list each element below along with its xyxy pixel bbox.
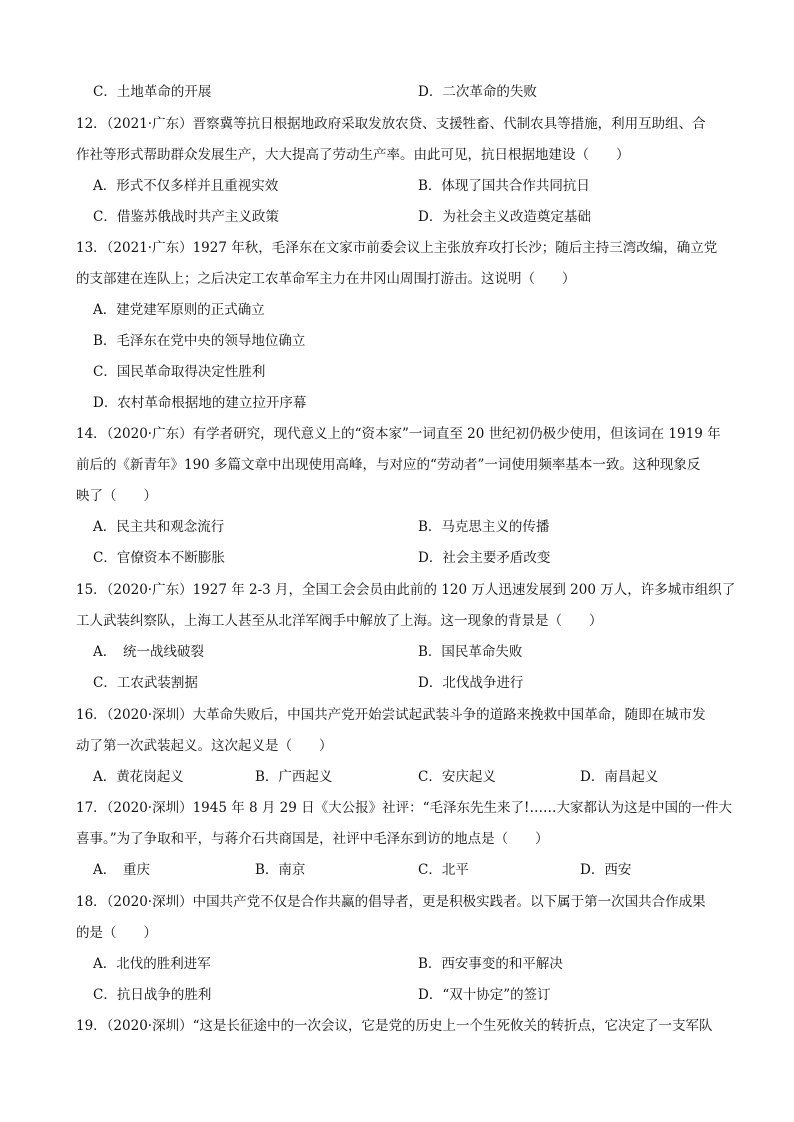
q18-option-b: B．西安事变的和平解决 xyxy=(418,956,563,972)
q12-option-b: B．体现了国共合作共同抗日 xyxy=(418,178,590,194)
q14-stem-line-2: 前后的《新青年》190 多篇文章中出现使用高峰，与对应的“劳动者”一词使用频率基本一致。这种现象反 xyxy=(76,457,701,473)
q17-option-c: C．北平 xyxy=(418,862,469,878)
q18-stem-line-1: 18．（2020·深圳）中国共产党不仅是合作共赢的倡导者，更是积极实践者。以下属于第一次国共合作成果 xyxy=(76,894,706,910)
q15-stem-line-2: 工人武装纠察队，上海工人甚至从北洋军阀手中解放了上海。这一现象的背景是（ ） xyxy=(76,613,603,629)
q18-stem-line-2: 的是（ ） xyxy=(76,925,157,941)
q15-option-c: C．工农武装割据 xyxy=(93,675,198,691)
q16-option-c: C．安庆起义 xyxy=(418,769,496,785)
q16-option-b: B．广西起义 xyxy=(255,769,333,785)
q14-stem-line-1: 14．（2020·广东）有学者研究，现代意义上的“资本家”一词直至 20 世纪初仍极少使用，但该词在 1919 年 xyxy=(76,426,721,442)
q19-stem-line-1: 19．（2020·深圳）“这是长征途中的一次会议，它是党的历史上一个生死攸关的转折点，它决定了一支军队 xyxy=(76,1018,713,1034)
q14-option-b: B．马克思主义的传播 xyxy=(418,519,550,535)
q12-option-a: A．形式不仅多样并且重视实效 xyxy=(93,178,279,194)
q15-option-a: A． 统一战线破裂 xyxy=(93,644,204,660)
q14-stem-line-3: 映了（ ） xyxy=(76,488,157,504)
q13-stem-line-2: 的支部建在连队上；之后决定工农革命军主力在井冈山周围打游击。这说明（ ） xyxy=(76,271,576,287)
q11-option-c: C．土地革命的开展 xyxy=(93,84,212,100)
q14-option-c: C．官僚资本不断膨胀 xyxy=(93,550,225,566)
q12-option-c: C．借鉴苏俄战时共产主义政策 xyxy=(93,209,279,225)
q15-option-b: B．国民革命失败 xyxy=(418,644,523,660)
q15-option-d: D．北伐战争进行 xyxy=(418,675,524,691)
q16-option-a: A．黄花岗起义 xyxy=(93,769,184,785)
q18-option-d: D．“双十协定”的签订 xyxy=(418,987,551,1003)
q17-option-d: D．西安 xyxy=(580,862,632,878)
q17-stem-line-1: 17．（2020·深圳）1945 年 8 月 29 日《大公报》社评：“毛泽东先生来了!……大家都认为这是中国的一件大 xyxy=(76,800,732,816)
q16-option-d: D．南昌起义 xyxy=(580,769,659,785)
q13-option-a: A．建党建军原则的正式确立 xyxy=(93,302,265,318)
q18-option-a: A．北伐的胜利进军 xyxy=(93,956,211,972)
q16-stem-line-1: 16．（2020·深圳）大革命失败后，中国共产党开始尝试起武装斗争的道路来挽救中国革命，随即在城市发 xyxy=(76,707,706,723)
q17-option-b: B．南京 xyxy=(255,862,306,878)
q13-stem-line-1: 13．（2021·广东）1927 年秋，毛泽东在文家市前委会议上主张放弃攻打长沙；随后主持三湾改编，确立党 xyxy=(76,240,718,256)
q13-option-d: D．农村革命根据地的建立拉开序幕 xyxy=(93,395,307,411)
q18-option-c: C．抗日战争的胜利 xyxy=(93,987,212,1003)
q14-option-a: A．民主共和观念流行 xyxy=(93,519,225,535)
q16-stem-line-2: 动了第一次武装起义。这次起义是（ ） xyxy=(76,738,333,754)
q15-stem-line-1: 15．（2020·广东）1927 年 2-3 月，全国工会会员由此前的 120 万人迅速发展到 200 万人，许多城市组织了 xyxy=(76,582,736,598)
q17-option-a: A． 重庆 xyxy=(93,862,150,878)
q17-stem-line-2: 喜事。”为了争取和平，与蒋介石共商国是，社评中毛泽东到访的地点是（ ） xyxy=(76,831,549,847)
q11-option-d: D．二次革命的失败 xyxy=(418,84,537,100)
q13-option-b: B．毛泽东在党中央的领导地位确立 xyxy=(93,333,306,349)
q14-option-d: D．社会主要矛盾改变 xyxy=(418,550,551,566)
q13-option-c: C．国民革命取得决定性胜利 xyxy=(93,364,266,380)
q12-option-d: D．为社会主义改造奠定基础 xyxy=(418,209,591,225)
q12-stem-line-2: 作社等形式帮助群众发展生产，大大提高了劳动生产率。由此可见，抗日根据地建设（ ） xyxy=(76,147,630,163)
q12-stem-line-1: 12．（2021·广东）晋察冀等抗日根据地政府采取发放农贷、支援牲畜、代制农具等措施，利用互助组、合 xyxy=(76,116,706,132)
